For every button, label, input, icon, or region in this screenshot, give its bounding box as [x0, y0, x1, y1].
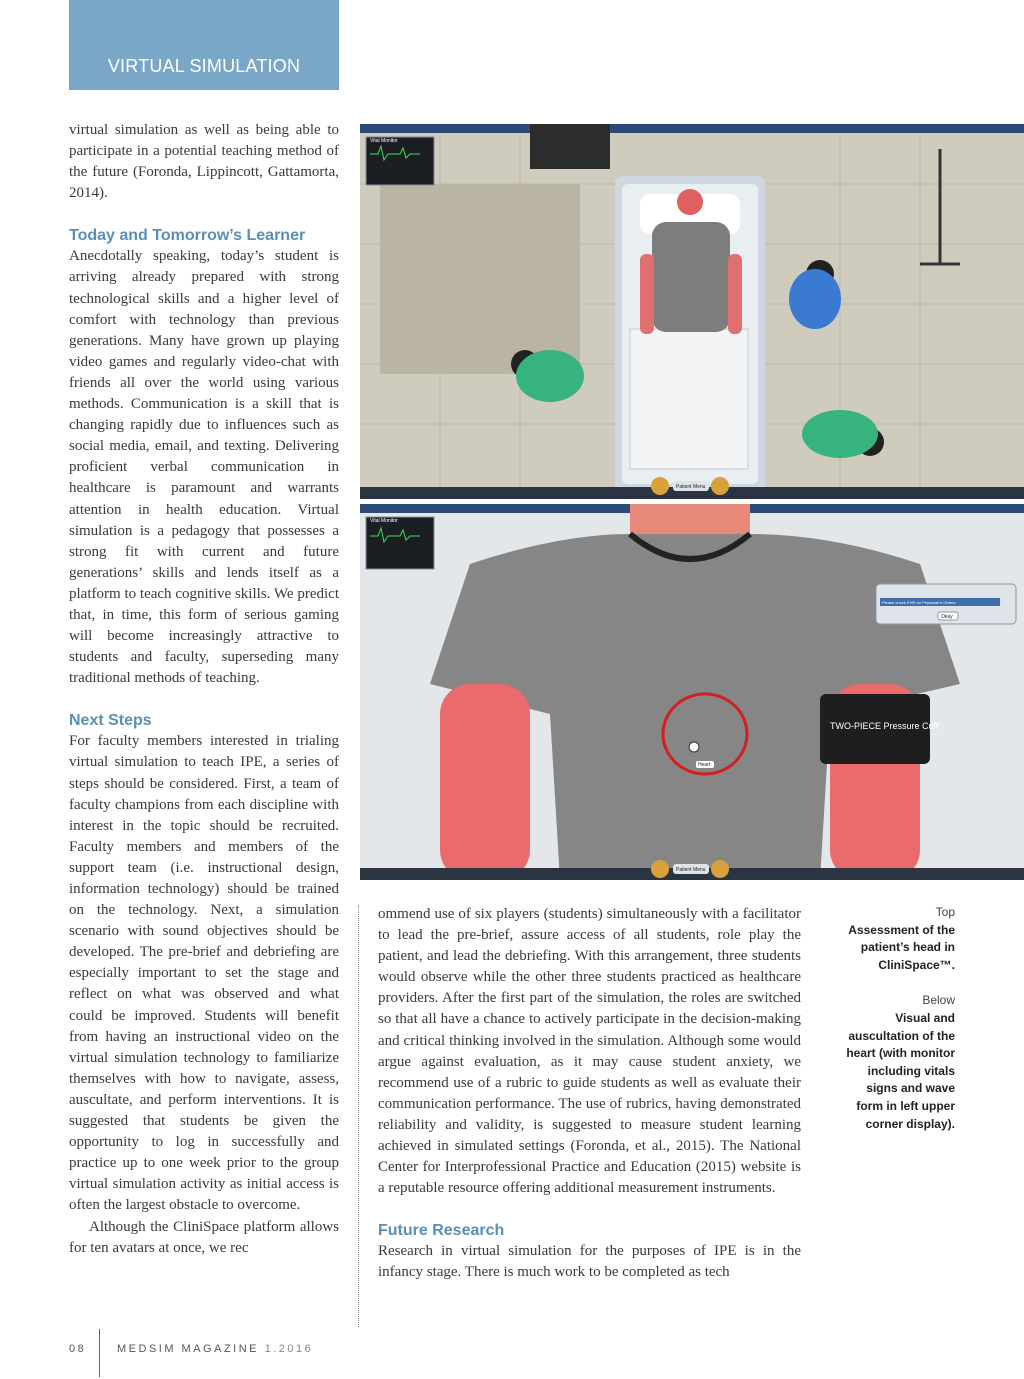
top-screenshot — [360, 124, 1024, 499]
dialog-ok: Okay — [941, 614, 953, 620]
top-monitor-label: Vital Monitor — [370, 138, 398, 144]
column-divider — [358, 905, 359, 1327]
caption-bottom-body: Visual and auscultation of the heart (with monitor including vitals signs and wave form in left upper corner display). — [846, 1010, 955, 1131]
magazine-issue: 1.2016 — [264, 1343, 314, 1355]
heading-next-steps: Next Steps — [69, 712, 152, 730]
caption-bottom-lead: Below — [922, 993, 955, 1008]
page-number: 08 — [69, 1343, 87, 1355]
left-intro: virtual simulation as well as being able to participate in a potential teaching method of the future (Foronda, Lippincott, Gattamorta, 2014). — [69, 122, 339, 202]
left-column — [69, 120, 339, 1259]
caption-top-body: Assessment of the patient’s head in CliniSpace™. — [848, 922, 955, 972]
section-tab — [69, 0, 339, 90]
clinispace-paragraph: Although the CliniSpace platform allows for ten avatars at once, we rec — [69, 1218, 339, 1256]
caption-top-lead: Top — [935, 905, 955, 919]
top-screenshot-image — [360, 124, 1024, 499]
bottom-menu-label: Patient Menu — [676, 867, 706, 873]
footer-divider — [99, 1329, 100, 1377]
bottom-screenshot-image — [360, 504, 1024, 880]
cuff-text: TWO-PIECE Pressure Cuff — [830, 721, 939, 731]
future-research-paragraph: Research in virtual simulation for the purposes of IPE is in the infancy stage. There is much work to be completed as tech — [378, 1243, 801, 1281]
heading-learner: Today and Tomorrow’s Learner — [69, 227, 306, 245]
figure-caption — [845, 904, 955, 1133]
section-title: VIRTUAL SIMULATION — [107, 56, 301, 76]
magazine-name — [117, 1343, 313, 1355]
bottom-screenshot — [360, 504, 1024, 880]
bottom-monitor-label: Vital Monitor — [370, 518, 398, 524]
dialog-text: Please check EHR for Physician's Orders — [882, 600, 956, 605]
middle-column — [378, 904, 801, 1284]
magazine-title: MEDSIM MAGAZINE — [117, 1343, 260, 1355]
learner-paragraph: Anecdotally speaking, today’s student is arriving already prepared with strong technological skills and a higher level of comfort with technology than previous generations. Many have grown up playing video games and regularly video-chat with friends all over the world using various methods. Communication is a skill that is changing rapidly due to influences such as social media, email, and texting. Delivering proficient verbal communication in healthcare is paramount and warrants attention in health education. Virtual simulation is a pedagogy that possesses a strong fit with current and future generations’ skills and lends itself as a platform to teach cognitive skills. We predict that, in time, this form of serious gaming will become increasingly attractive to students and faculty, superseding many traditional methods of teaching. — [69, 248, 339, 687]
heart-label: Heart — [698, 762, 711, 768]
top-menu-label: Patient Menu — [676, 484, 706, 490]
heading-future-research: Future Research — [378, 1222, 505, 1240]
players-paragraph: ommend use of six players (students) simultaneously with a facilitator to lead the pre-brief, assure access of all students, role play the patient, and lead the debriefing. With this arrangement, three students would observe while the other three students practiced as healthcare providers. After the first part of the simulation, the roles are switched so that all have a chance to actively participate in the decision-making and critical thinking involved in the simulation. Although some would argue against evaluation, as it may cause student anxiety, we recommend use of a rubric to guide students as well as evaluate their communication performance. The use of rubrics, having demonstrated reliability and validity, is suggested to measure student learning achieved in simulated settings (Foronda, et al., 2015). The National Center for Interprofessional Practice and Education (2015) website is a reputable resource offering additional measurement instruments. — [378, 906, 801, 1197]
next-steps-paragraph: For faculty members interested in trialing virtual simulation to teach IPE, a series of steps should be considered. First, a team of faculty champions from each discipline with interest in the topic should be recruited. Faculty members and members of the support team (i.e. instructional design, information technology) should be trained on the technology. Next, a simulation scenario with sound objectives should be developed. The pre-brief and debriefing are especially important to set the stage and reflect on what was observed and what could be improved. Students will benefit from having an instructional video on the virtual simulation technology to familiarize themselves with how to navigate, assess, auscultate, and perform interventions. It is suggested that students be given the opportunity to log in successfully and practice up to one week prior to the group virtual simulation activity as initial access is often the largest obstacle to overcome. — [69, 733, 339, 1214]
